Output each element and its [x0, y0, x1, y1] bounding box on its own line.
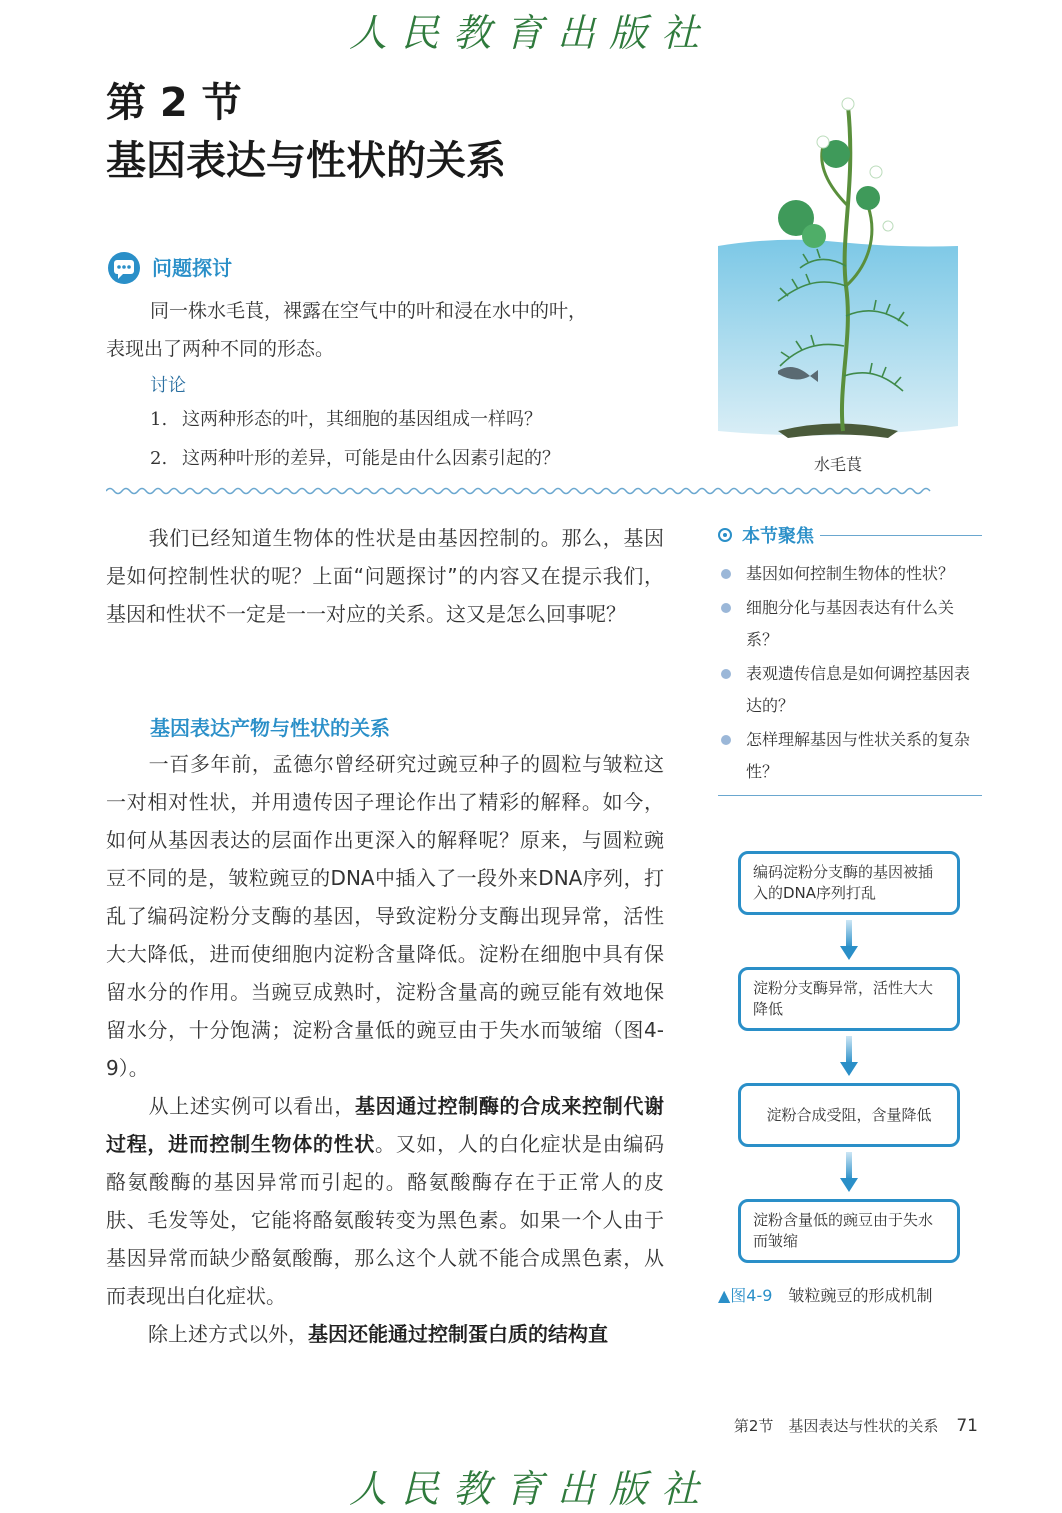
focus-item-text: 怎样理解基因与性状关系的复杂性？ [746, 730, 971, 781]
page-number: 71 [956, 1416, 978, 1436]
target-icon [718, 528, 732, 542]
down-arrow-icon [838, 1152, 860, 1192]
paragraph-2 [106, 1087, 664, 1315]
question-text: 这两种形态的叶，其细胞的基因组成一样吗？ [182, 409, 542, 430]
paragraph-2-rest: 。又如，人的白化症状是由编码酪氨酸酶的基因异常而引起的。酪氨酸酶存在于正常人的皮肤、毛发等处，它能将酪氨酸转变为黑色素。如果一个人由于基因异常而缺少酪氨酸酶，那么这个人就不能合成黑色素，从而表现出白化症状。 [106, 1132, 664, 1308]
focus-item [718, 658, 982, 722]
wavy-divider [106, 484, 982, 498]
section-number: 第 2 节 [106, 80, 242, 126]
section-title [106, 74, 506, 190]
publisher-watermark-top: 人民教育出版社 [348, 11, 713, 55]
flow-step-4: 淀粉含量低的豌豆由于失水而皱缩 [738, 1199, 960, 1263]
question-text: 这两种叶形的差异，可能是由什么因素引起的？ [182, 448, 560, 469]
question-item [150, 404, 542, 436]
focus-item [718, 592, 982, 656]
discussion-label: 讨论 [150, 375, 186, 396]
section-focus-bottom-rule [718, 795, 982, 796]
paragraph-3 [106, 1315, 664, 1353]
section-focus [718, 520, 982, 788]
focus-item-text: 基因如何控制生物体的性状？ [746, 564, 955, 583]
plant-caption: 水毛茛 [813, 455, 862, 474]
paragraph-3-start: 除上述方式以外， [148, 1322, 308, 1346]
bullet-icon [721, 735, 731, 745]
paragraph-1 [106, 745, 664, 1087]
bullet-icon [721, 569, 731, 579]
section-focus-rule [820, 535, 982, 536]
flow-step-2: 淀粉分支酶异常，活性大大降低 [738, 967, 960, 1031]
question-number: 1. [150, 409, 168, 430]
discussion-title: 问题探讨 [152, 256, 232, 280]
water-buttercup-illustration [718, 86, 958, 446]
sub-heading: 基因表达产物与性状的关系 [150, 716, 390, 740]
section-focus-title: 本节聚焦 [742, 526, 814, 547]
down-arrow-icon [838, 920, 860, 960]
focus-item [718, 558, 982, 590]
section-name: 基因表达与性状的关系 [106, 138, 506, 184]
footer-section: 第2节 基因表达与性状的关系 [733, 1417, 939, 1435]
figure-title: 皱粒豌豆的形成机制 [788, 1286, 933, 1305]
paragraph-2-bold: 基因通过控制酶的合成来控制代谢过程，进而控制生物体的性状 [106, 1094, 665, 1156]
intro-paragraph [106, 519, 664, 633]
paragraph-3-bold: 基因还能通过控制蛋白质的结构直 [308, 1322, 608, 1346]
focus-item-text: 细胞分化与基因表达有什么关系？ [746, 598, 955, 649]
flow-step-3: 淀粉合成受阻，含量降低 [738, 1083, 960, 1147]
discussion-text-line1: 同一株水毛茛，裸露在空气中的叶和浸在水中的叶， [150, 300, 588, 322]
focus-item-text: 表观遗传信息是如何调控基因表达的？ [746, 664, 971, 715]
intro-text: 我们已经知道生物体的性状是由基因控制的。那么，基因是如何控制性状的呢？上面“问题探讨”的内容又在提示我们，基因和性状不一定是一一对应的关系。这又是怎么回事呢？ [106, 526, 664, 626]
flow-step-1: 编码淀粉分支酶的基因被插入的DNA序列打乱 [738, 851, 960, 915]
down-arrow-icon [838, 1036, 860, 1076]
section-focus-header [718, 520, 982, 550]
bullet-icon [721, 669, 731, 679]
question-item [150, 443, 560, 475]
bullet-icon [721, 603, 731, 613]
figure-caption [718, 1283, 932, 1306]
focus-item [718, 724, 982, 788]
publisher-watermark-bottom: 人民教育出版社 [348, 1467, 713, 1511]
discussion-bubble-icon [106, 251, 142, 285]
question-number: 2. [150, 448, 168, 469]
page-footer [734, 1415, 978, 1436]
paragraph-1-text: 一百多年前，孟德尔曾经研究过豌豆种子的圆粒与皱粒这一对相对性状，并用遗传因子理论作出了精彩的解释。如今，如何从基因表达的层面作出更深入的解释呢？原来，与圆粒豌豆不同的是，皱粒豌豆的DNA中插入了一段外来DNA序列，打乱了编码淀粉分支酶的基因，导致淀粉分支酶出现异常，活性大大降低，进而使细胞内淀粉含量降低。淀粉在细胞中具有保留水分的作用。当豌豆成熟时，淀粉含量高的豌豆能有效地保留水分，十分饱满；淀粉含量低的豌豆由于失水而皱缩（图4-9）。 [106, 752, 664, 1080]
paragraph-2-start: 从上述实例可以看出， [148, 1094, 356, 1118]
figure-number: ▲图4-9 [718, 1286, 773, 1305]
discussion-text-line2: 表现出了两种不同的形态。 [106, 338, 335, 360]
